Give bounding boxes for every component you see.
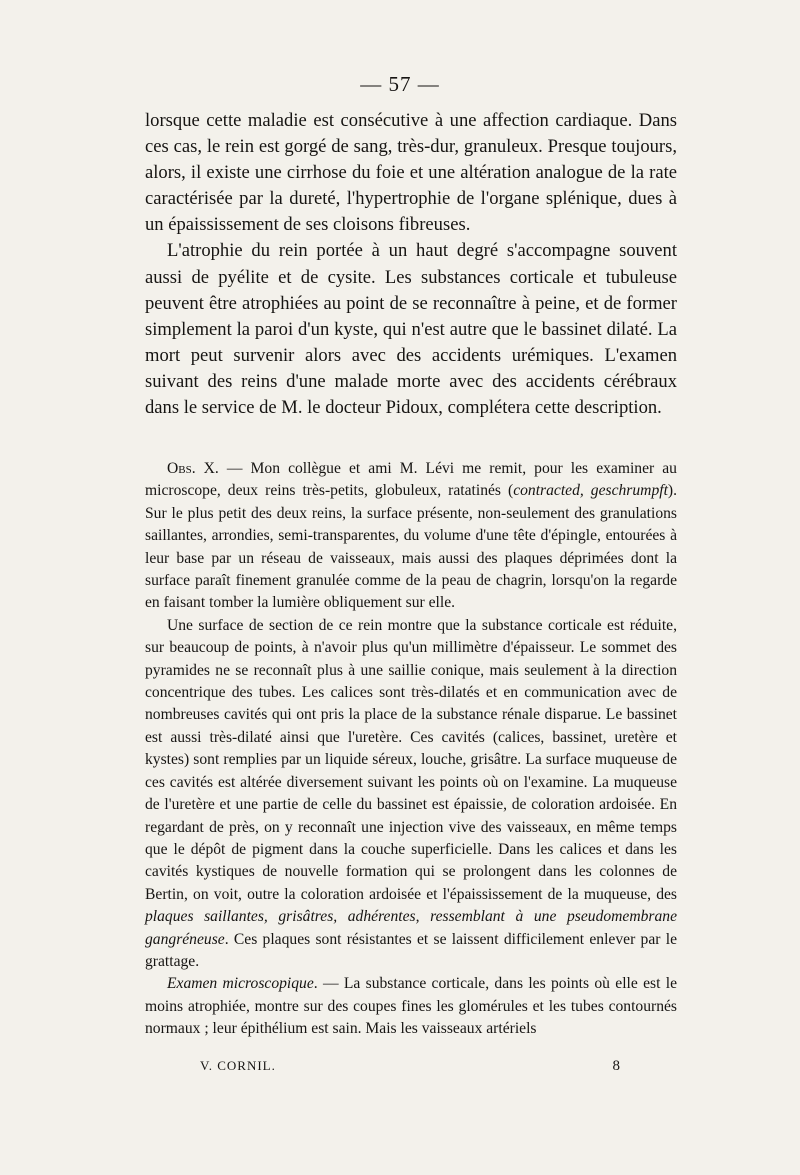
observation-paragraph: [145, 458, 677, 615]
main-text: [145, 108, 677, 421]
paragraph: lorsque cette maladie est consécutive à une affection cardiaque. Dans ces cas, le rein est gorgé de sang, très-dur, granuleux. Presque toujours, alors, il existe une cirrhose du foie et une altération analogue de la rate caractérisée par la dureté, l'hypertrophie de l'organe splénique, dues à un épaississement de ses cloisons fibreuses.: [145, 110, 677, 236]
observation-block: [145, 458, 677, 1041]
section-text: Une surface de section de ce rein montre que la substance corticale est réduite, sur beaucoup de points, à n'avoir plus qu'un millimètre d'épaisseur. Le sommet des pyramides ne se reconnaît plus à une saillie conique, mais seulement à la direction concentrique des tubes. Les calices sont très-dilatés et en communication avec de nombreuses cavités qui ont pris la place de la substance rénale disparue. Le bassinet est aussi très-dilaté ainsi que l'uretère. Ces cavités (calices, bassinet, uretère et kystes) sont remplies par un liquide séreux, louche, grisâtre. La surface muqueuse de ces cavités est altérée diversement suivant les points où on l'examine. La muqueuse de l'uretère et une partie de celle du bassinet est épaissie, de coloration ardoisée. En regardant de près, on y reconnaît une injection vive des vaisseaux, en même temps que le dépôt de pigment dans la couche superficielle. Dans les calices et dans les cavités kystiques de nouvelle formation qui se prolongent dans les colonnes de Bertin, on voit, outre la coloration ardoisée et l'épaississement de la muqueuse, des: [145, 616, 677, 903]
observation-text: — Mon collègue et ami M. Lévi me remit, pour les examiner au microscope, deux reins très-petits, globuleux, ratatinés (: [145, 460, 677, 500]
paragraph: L'atrophie du rein portée à un haut degré s'accompagne souvent aussi de pyélite et de cysite. Les substances corticale et tubuleuse peuvent être atrophiées au point de se reconnaître à peine, et de former simplement la paroi d'un kyste, qui n'est autre que le bassinet dilaté. La mort peut survenir alors avec des accidents urémiques. L'examen suivant des reins d'une malade morte avec des accidents cérébraux dans le service de M. le docteur Pidoux, complétera cette description.: [145, 240, 677, 419]
microscopic-heading: Examen microscopique: [167, 975, 314, 993]
section-text: . Ces plaques sont résistantes et se laissent difficilement enlever par le grattage.: [145, 930, 677, 970]
section-italic: plaques saillantes, grisâtres, adhérentes, ressemblant à une pseudomembrane gangréneuse: [145, 908, 677, 948]
observation-text: ). Sur le plus petit des deux reins, la surface présente, non-seulement des granulations saillantes, arrondies, semi-transparentes, du volume d'une tête d'épingle, entourées à leur base par un réseau de vaisseaux, mais aussi des plaques déprimées dont la surface paraît finement granulée comme de la peau de chagrin, lorsqu'on la regarde en faisant tomber la lumière obliquement sur elle.: [145, 482, 677, 612]
signature-mark: V. CORNIL.: [200, 1058, 276, 1073]
page-number: — 57 —: [360, 72, 440, 96]
sheet-number: 8: [612, 1058, 620, 1074]
observation-label: Obs. X.: [167, 460, 219, 477]
section-paragraph: [145, 615, 677, 974]
microscopic-text: . — La substance corticale, dans les points où elle est le moins atrophiée, montre sur des coupes fines les glomérules et les tubes contournés normaux ; leur épithélium est sain. Mais les vaisseaux artériels: [145, 975, 677, 1038]
microscopic-paragraph: [145, 973, 677, 1040]
observation-italic: contracted, geschrumpft: [513, 482, 668, 500]
